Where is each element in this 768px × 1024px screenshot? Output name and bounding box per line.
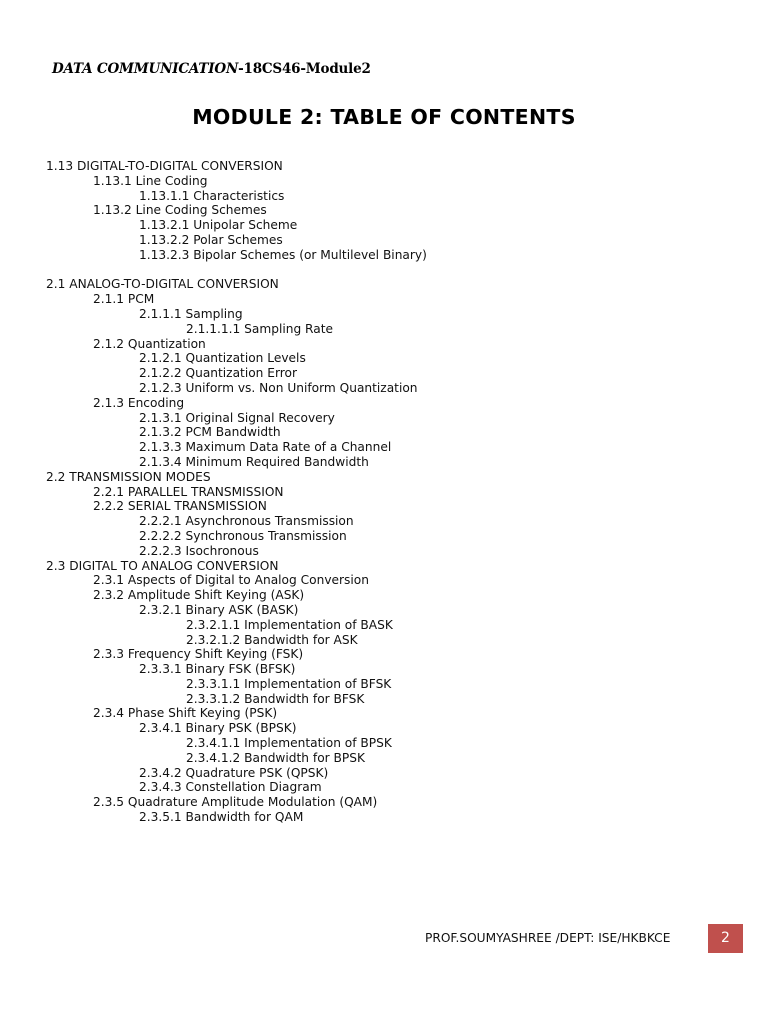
- toc-group: [0, 277, 768, 824]
- toc-entry: 2.1.2.3 Uniform vs. Non Uniform Quantization: [139, 380, 418, 395]
- toc-entry: 2.1.2.2 Quantization Error: [139, 366, 297, 381]
- toc-entry: 2.1.1.1.1 Sampling Rate: [186, 321, 334, 336]
- toc-entry: 2.3.2 Amplitude Shift Keying (ASK): [93, 588, 305, 603]
- toc-entry: 2.3.4.1 Binary PSK (BPSK): [139, 721, 297, 736]
- toc-entry: 1.13.2 Line Coding Schemes: [93, 203, 267, 218]
- header-subject: DATA COMMUNICATION: [52, 61, 239, 77]
- toc-entry: 2.1 ANALOG-TO-DIGITAL CONVERSION: [46, 277, 279, 292]
- page-title: MODULE 2: TABLE OF CONTENTS: [192, 105, 576, 129]
- footer-author: PROF.SOUMYASHREE /DEPT: ISE/HKBKCE: [425, 931, 671, 945]
- toc-entry: 2.3.4.2 Quadrature PSK (QPSK): [139, 765, 329, 780]
- toc-entry: 2.3.1 Aspects of Digital to Analog Conversion: [93, 573, 369, 588]
- toc-entry: 2.3.2.1 Binary ASK (BASK): [139, 602, 299, 617]
- toc-entry: 2.3.2.1.1 Implementation of BASK: [186, 617, 393, 632]
- toc-group: [0, 159, 768, 263]
- toc-entry: 2.1.1 PCM: [93, 292, 155, 307]
- toc-entry: 2.1.3.4 Minimum Required Bandwidth: [139, 454, 369, 469]
- toc-entry: 2.3.4.1.1 Implementation of BPSK: [186, 736, 392, 751]
- toc-entry: 2.3.4.3 Constellation Diagram: [139, 780, 322, 795]
- toc-entry: 1.13.1 Line Coding: [93, 173, 208, 188]
- toc-entry: 1.13.2.1 Unipolar Scheme: [139, 218, 298, 233]
- toc-entry: 2.2.2.2 Synchronous Transmission: [139, 528, 347, 543]
- toc-entry: 2.3.5 Quadrature Amplitude Modulation (QAM): [93, 795, 378, 810]
- toc-entry: 2.1.3.1 Original Signal Recovery: [139, 410, 335, 425]
- header-module-code: -18CS46-Module2: [238, 61, 371, 77]
- toc-entry: 1.13.1.1 Characteristics: [139, 188, 285, 203]
- toc-entry: 2.3.3 Frequency Shift Keying (FSK): [93, 647, 304, 662]
- toc-entry: 2.2 TRANSMISSION MODES: [46, 469, 211, 484]
- toc-entry: 2.2.2.1 Asynchronous Transmission: [139, 514, 354, 529]
- toc-entry: 2.1.3 Encoding: [93, 395, 185, 410]
- toc-entry: 2.3.4.1.2 Bandwidth for BPSK: [186, 750, 365, 765]
- table-of-contents: [0, 159, 768, 825]
- page-number-badge: 2: [708, 924, 743, 953]
- page-header: [52, 61, 371, 77]
- toc-entry: 2.3.3.1.2 Bandwidth for BFSK: [186, 691, 365, 706]
- toc-entry: 2.1.2.1 Quantization Levels: [139, 351, 306, 366]
- toc-entry: 2.1.2 Quantization: [93, 336, 206, 351]
- toc-entry: 2.3.3.1 Binary FSK (BFSK): [139, 662, 296, 677]
- toc-entry: 2.3.3.1.1 Implementation of BFSK: [186, 676, 392, 691]
- toc-entry: 2.3.2.1.2 Bandwidth for ASK: [186, 632, 358, 647]
- toc-entry: 2.2.2 SERIAL TRANSMISSION: [93, 499, 267, 514]
- toc-entry: 2.3 DIGITAL TO ANALOG CONVERSION: [46, 558, 279, 573]
- toc-entry: 2.1.3.2 PCM Bandwidth: [139, 425, 281, 440]
- toc-entry: 1.13.2.2 Polar Schemes: [139, 232, 283, 247]
- toc-entry: 2.1.3.3 Maximum Data Rate of a Channel: [139, 440, 392, 455]
- toc-entry: 1.13.2.3 Bipolar Schemes (or Multilevel Binary): [139, 247, 427, 262]
- toc-entry: 1.13 DIGITAL-TO-DIGITAL CONVERSION: [46, 159, 283, 173]
- toc-entry: 2.3.5.1 Bandwidth for QAM: [139, 810, 304, 825]
- toc-entry: 2.2.1 PARALLEL TRANSMISSION: [93, 484, 284, 499]
- toc-entry: 2.3.4 Phase Shift Keying (PSK): [93, 706, 278, 721]
- toc-entry: 2.1.1.1 Sampling: [139, 306, 243, 321]
- toc-entry: 2.2.2.3 Isochronous: [139, 543, 259, 558]
